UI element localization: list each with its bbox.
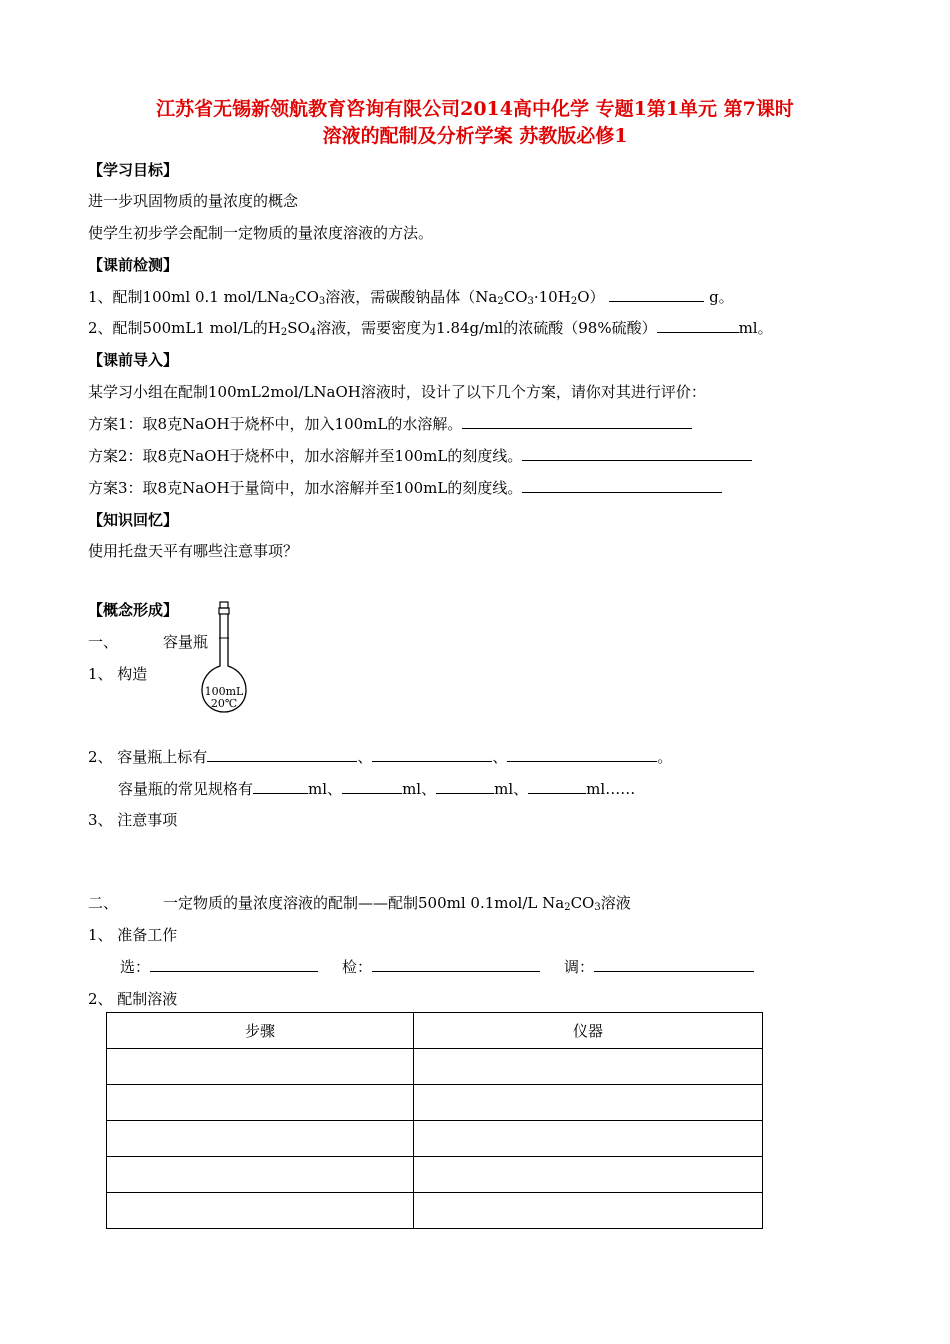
precheck-heading: 【课前检测】: [88, 256, 179, 274]
make-item: 2、 配制溶液: [88, 990, 178, 1008]
goal-2: 使学生初步学会配制一定物质的量浓度溶液的方法。: [88, 224, 434, 242]
prep-fields: 选： 检： 调：: [120, 957, 754, 977]
item-notes: 3、 注意事项: [88, 811, 178, 829]
goals-heading: 【学习目标】: [88, 161, 179, 179]
table-row: [107, 1085, 763, 1121]
flask-volume-label: 100mL: [204, 685, 244, 698]
table-cell[interactable]: [414, 1085, 763, 1121]
table-cell[interactable]: [107, 1049, 414, 1085]
question-2: 2、配制500mL1 mol/L的$H_2SO_4$溶液，需要密度为1.84g/ml的浓硫酸（98%硫酸） ml。: [88, 319, 773, 338]
plan-1: 方案1：取8克NaOH于烧杯中，加入100mL的水溶解。: [88, 414, 692, 434]
select-blank[interactable]: [150, 957, 318, 972]
steps-table: [106, 1012, 763, 1229]
common-sizes: 容量瓶的常见规格有 ml、 ml、 ml、 ml……: [118, 780, 636, 798]
table-cell[interactable]: [414, 1121, 763, 1157]
plan-2-blank[interactable]: [522, 446, 752, 461]
table-header-row: [107, 1013, 763, 1049]
flask-temp-label: 20℃: [210, 697, 238, 710]
label-blank-1[interactable]: [207, 747, 357, 762]
item-labels: 2、 容量瓶上标有 、 、 。: [88, 748, 673, 766]
table-cell[interactable]: [414, 1193, 763, 1229]
part-1-heading: 一、 容量瓶: [88, 633, 209, 651]
plan-3: 方案3：取8克NaOH于量筒中，加水溶解并至100mL的刻度线。: [88, 478, 722, 498]
table-row: [107, 1193, 763, 1229]
table-cell[interactable]: [107, 1121, 414, 1157]
plan-3-blank[interactable]: [522, 478, 722, 493]
label-blank-3[interactable]: [507, 747, 657, 762]
intro-text: 某学习小组在配制100mL2mol/LNaOH溶液时，设计了以下几个方案，请你对其进行评价：: [88, 383, 706, 401]
question-1: 1、配制100ml 0.1 mol/$LNa_2CO_3$溶液，需碳酸钠晶体$(Na_2CO_3\cdot 10H_2O)$ g。: [88, 288, 734, 307]
plan-1-blank[interactable]: [462, 414, 692, 429]
column-steps: 步骤: [107, 1013, 414, 1049]
table-row: [107, 1121, 763, 1157]
intro-heading: 【课前导入】: [88, 351, 179, 369]
table-cell[interactable]: [414, 1049, 763, 1085]
recall-heading: 【知识回忆】: [88, 511, 179, 529]
table-cell[interactable]: [107, 1085, 414, 1121]
recall-question: 使用托盘天平有哪些注意事项？: [88, 542, 299, 560]
item-structure: 1、 构造: [88, 665, 148, 683]
adjust-blank[interactable]: [594, 957, 754, 972]
table-cell[interactable]: [107, 1193, 414, 1229]
table-cell[interactable]: [414, 1157, 763, 1193]
label-blank-2[interactable]: [372, 747, 492, 762]
size-blank-1[interactable]: [253, 779, 308, 794]
prep-item: 1、 准备工作: [88, 926, 178, 944]
size-blank-2[interactable]: [342, 779, 402, 794]
answer-blank-2[interactable]: [657, 318, 739, 333]
goal-1: 进一步巩固物质的量浓度的概念: [88, 192, 299, 210]
answer-blank-1[interactable]: [609, 287, 704, 302]
table-cell[interactable]: [107, 1157, 414, 1193]
column-instruments: 仪器: [414, 1013, 763, 1049]
size-blank-4[interactable]: [528, 779, 586, 794]
volumetric-flask-icon: [200, 600, 252, 716]
check-blank[interactable]: [372, 957, 540, 972]
title-line-1: 江苏省无锡新领航教育咨询有限公司2014高中化学 专题1第1单元 第7课时: [156, 98, 794, 120]
plan-2: 方案2：取8克NaOH于烧杯中，加水溶解并至100mL的刻度线。: [88, 446, 752, 466]
concept-heading: 【概念形成】: [88, 601, 179, 619]
title-line-2: 溶液的配制及分析学案 苏教版必修1: [322, 125, 628, 147]
table-row: [107, 1049, 763, 1085]
size-blank-3[interactable]: [436, 779, 494, 794]
table-row: [107, 1157, 763, 1193]
part-2-heading: 二、 一定物质的量浓度溶液的配制——配制500ml 0.1mol/L $Na_2CO_3$溶液: [88, 894, 631, 913]
